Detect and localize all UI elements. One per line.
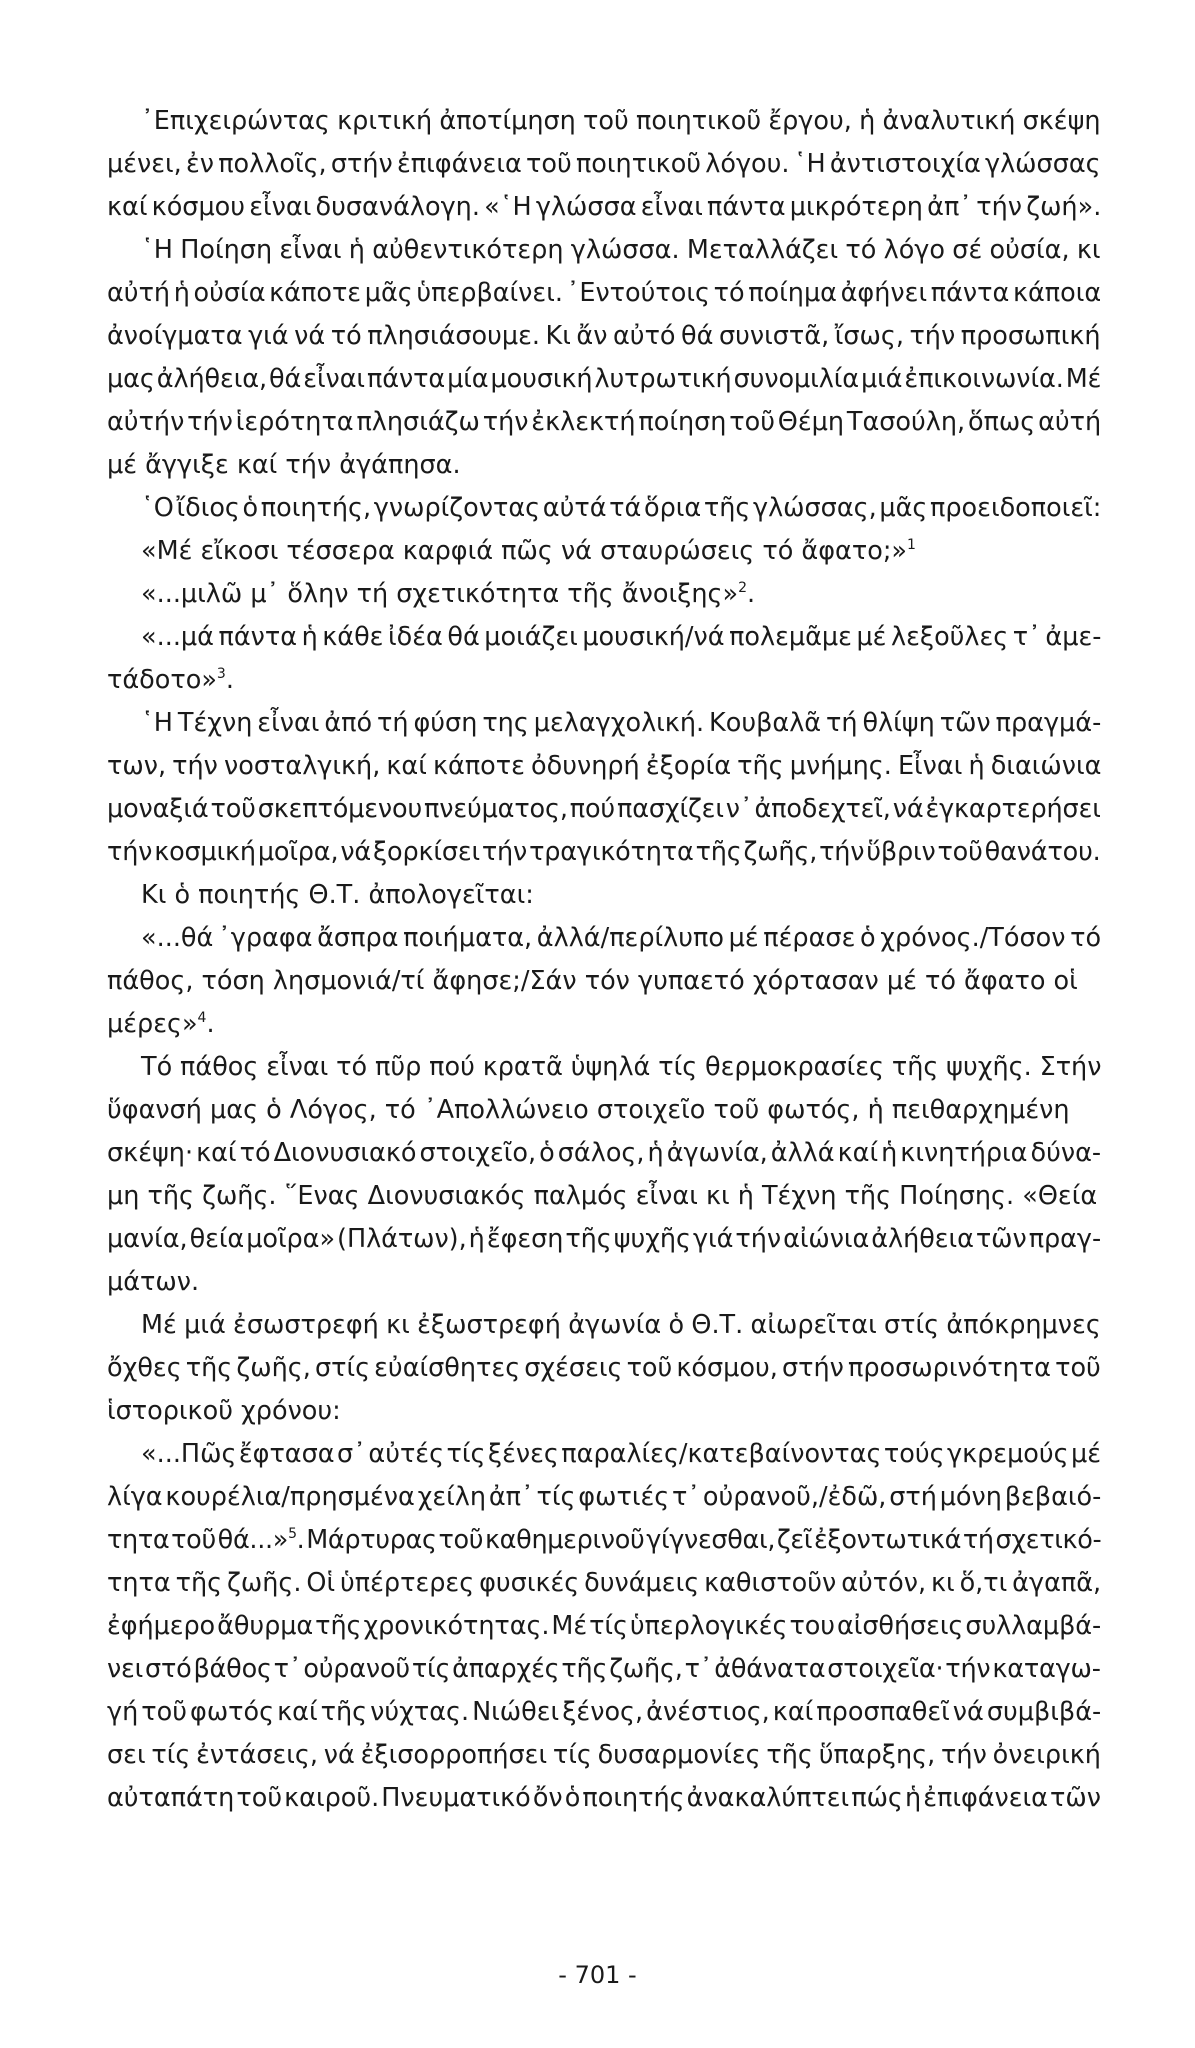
text-line [107, 1261, 1101, 1304]
text-line-continuation: . [225, 665, 234, 695]
text-line-content: «...θά ᾿γραφα ἄσπρα ποιήματα, ἀλλά/περίλυπο μέ πέρασε ὁ χρόνος./Τόσον τό [141, 923, 1102, 953]
text-line-content: μέ ἄγγιξε καί τήν ἀγάπησα. [107, 450, 461, 480]
text-line-continuation: . [747, 579, 756, 609]
text-line-continuation: . [206, 1009, 215, 1039]
text-line-content: μέρες» [107, 1009, 198, 1039]
text-line [107, 573, 1101, 616]
text-line-content: «...μιλῶ μ᾿ ὅλην τή σχετικότητα τῆς ἄνοιξης» [141, 579, 739, 609]
text-line-content: γή τοῦ φωτός καί τῆς νύχτας. Νιώθει ξένος, ἀνέστιος, καί προσπαθεῖ νά συμβιβά- [107, 1697, 1102, 1727]
text-line [107, 1562, 1101, 1605]
text-line [107, 702, 1101, 745]
text-line [107, 1132, 1101, 1175]
text-line-content: τάδοτο» [107, 665, 217, 695]
text-line [107, 1218, 1101, 1261]
text-line [107, 1476, 1101, 1519]
text-line [107, 1691, 1101, 1734]
text-line-content: τήν κοσμική μοῖρα, νά ξορκίσει τήν τραγικότητα τῆς ζωῆς, τήν ὕβριν τοῦ θανάτου. [107, 837, 1101, 867]
page-number: - 701 - [558, 1961, 637, 1989]
text-line-content: νει στό βάθος τ᾿ οὐρανοῦ τίς ἀπαρχές τῆς ζωῆς, τ᾿ ἀθάνατα στοιχεῖα· τήν καταγω- [107, 1654, 1101, 1684]
text-line-content: «Μέ εἴκοσι τέσσερα καρφιά πῶς νά σταυρώσεις τό ἄφατο;» [141, 536, 908, 566]
text-line [107, 143, 1101, 186]
text-line-content: Κι ὁ ποιητής Θ.Τ. ἀπολογεῖται: [141, 880, 534, 910]
text-line [107, 358, 1101, 401]
text-line-content: τητα τοῦ θά...» [107, 1525, 289, 1555]
text-line-content: ἀνοίγματα γιά νά τό πλησιάσουμε. Κι ἄν αὐτό θά συνιστᾶ, ἴσως, τήν προσωπική [107, 321, 1101, 351]
text-line-content: σει τίς ἐντάσεις, νά ἐξισορροπήσει τίς δυσαρμονίες τῆς ὕπαρξης, τήν ὀνειρική [107, 1740, 1101, 1770]
text-line [107, 1648, 1101, 1691]
text-line [107, 1519, 1101, 1562]
text-line [107, 444, 1101, 487]
text-line-content: ὄχθες τῆς ζωῆς, στίς εὐαίσθητες σχέσεις τοῦ κόσμου, στήν προσωρινότητα τοῦ [107, 1353, 1101, 1383]
page-body [107, 100, 1101, 1820]
text-line-continuation: . Μάρτυρας τοῦ καθημερινοῦ γίγνεσθαι, ζεῖ ἐξοντωτικά τή σχετικό- [296, 1525, 1102, 1555]
text-line-content: αὐτή ἡ οὐσία κάποτε μᾶς ὑπερβαίνει. ᾿Εντούτοις τό ποίημα ἀφήνει πάντα κάποια [107, 278, 1102, 308]
text-line [107, 1089, 1101, 1132]
text-line [107, 616, 1101, 659]
text-line-content: ῾Ο ἴδιος ὁ ποιητής, γνωρίζοντας αὐτά τά ὅρια τῆς γλώσσας, μᾶς προειδοποιεῖ: [141, 493, 1102, 523]
text-line [107, 487, 1101, 530]
text-line [107, 401, 1101, 444]
text-line-content: ἱστορικοῦ χρόνου: [107, 1396, 341, 1426]
text-line-content: σκέψη· καί τό Διονυσιακό στοιχεῖο, ὁ σάλος, ἡ ἀγωνία, ἀλλά καί ἡ κινητήρια δύνα- [107, 1138, 1102, 1168]
text-line [107, 530, 1101, 573]
text-line [107, 1734, 1101, 1777]
text-line [107, 1175, 1101, 1218]
text-line [107, 186, 1101, 229]
footnote-marker: 4 [197, 1010, 207, 1026]
text-line [107, 960, 1101, 1003]
text-line-content: τητα τῆς ζωῆς. Οἱ ὑπέρτερες φυσικές δυνάμεις καθιστοῦν αὐτόν, κι ὅ,τι ἀγαπᾶ, [107, 1568, 1102, 1598]
text-line [107, 917, 1101, 960]
text-line-content: των, τήν νοσταλγική, καί κάποτε ὀδυνηρή ἐξορία τῆς μνήμης. Εἶναι ἡ διαιώνια [107, 751, 1102, 781]
text-line-content: λίγα κουρέλια/πρησμένα χείλη ἀπ᾿ τίς φωτιές τ᾿ οὐρανοῦ,/ἐδῶ, στή μόνη βεβαιό- [107, 1482, 1102, 1512]
text-line [107, 315, 1101, 358]
text-line [107, 1390, 1101, 1433]
text-line-content: μανία, θεία μοῖρα» (Πλάτων), ἡ ἔφεση τῆς ψυχῆς γιά τήν αἰώνια ἀλήθεια τῶν πραγ- [107, 1224, 1102, 1254]
text-line-content: μένει, ἐν πολλοῖς, στήν ἐπιφάνεια τοῦ ποιητικοῦ λόγου. ῾Η ἀντιστοιχία γλώσσας [107, 149, 1101, 179]
text-line [107, 1304, 1101, 1347]
text-line [107, 788, 1101, 831]
text-line-content: «...μά πάντα ἡ κάθε ἰδέα θά μοιάζει μουσική/νά πολεμᾶμε μέ λεξοῦλες τ᾿ ἀμε- [141, 622, 1102, 652]
text-line-content: «...Πῶς ἔφτασα σ᾿ αὐτές τίς ξένες παραλίες/κατεβαίνοντας τούς γκρεμούς μέ [141, 1439, 1102, 1469]
text-line [107, 659, 1101, 702]
text-line [107, 1605, 1101, 1648]
text-line-content: ἐφήμερο ἄθυρμα τῆς χρονικότητας. Μέ τίς ὑπερλογικές του αἰσθήσεις συλλαμβά- [107, 1611, 1102, 1641]
text-line [107, 1003, 1101, 1046]
text-line [107, 1347, 1101, 1390]
text-line-content: μάτων. [107, 1267, 200, 1297]
text-line [107, 100, 1101, 143]
text-line-content: μη τῆς ζωῆς. ῞Ενας Διονυσιακός παλμός εἶναι κι ἡ Τέχνη τῆς Ποίησης. «Θεία [107, 1181, 1098, 1211]
text-line-content: ῾Η Ποίηση εἶναι ἡ αὐθεντικότερη γλώσσα. Μεταλλάζει τό λόγο σέ οὐσία, κι [141, 235, 1101, 265]
text-line [107, 1046, 1101, 1089]
text-line-content: ᾿Επιχειρώντας κριτική ἀποτίμηση τοῦ ποιητικοῦ ἔργου, ἡ ἀναλυτική σκέψη [141, 106, 1101, 136]
text-line [107, 229, 1101, 272]
text-line [107, 272, 1101, 315]
text-line-content: Τό πάθος εἶναι τό πῦρ πού κρατᾶ ὑψηλά τίς θερμοκρασίες τῆς ψυχῆς. Στήν [141, 1052, 1102, 1082]
text-line-content: αὐταπάτη τοῦ καιροῦ. Πνευματικό ὄν ὁ ποιητής ἀνακαλύπτει πώς ἡ ἐπιφάνεια τῶν [107, 1783, 1101, 1813]
footnote-marker: 1 [907, 537, 916, 553]
essay-text [107, 100, 1101, 1820]
text-line [107, 1777, 1101, 1820]
text-line-content: μοναξιά τοῦ σκεπτόμενου πνεύματος, πού πασχίζει ν᾿ ἀποδεχτεῖ, νά ἐγκαρτερήσει [107, 794, 1101, 824]
text-line-content: αὐτήν τήν ἱερότητα πλησιάζω τήν ἐκλεκτή ποίηση τοῦ Θέμη Τασούλη, ὅπως αὐτή [107, 407, 1102, 437]
text-line [107, 831, 1101, 874]
text-line-content: ῾Η Τέχνη εἶναι ἀπό τή φύση της μελαγχολική. Κουβαλᾶ τή θλίψη τῶν πραγμά- [141, 708, 1102, 738]
text-line-content: μας ἀλήθεια, θά εἶναι πάντα μία μουσική λυτρωτική συνομιλία μιά ἐπικοινωνία. Μέ [107, 364, 1102, 394]
text-line [107, 874, 1101, 917]
text-line [107, 745, 1101, 788]
footnote-marker: 5 [288, 1526, 297, 1542]
text-line-content: πάθος, τόση λησμονιά/τί ἄφησε;/Σάν τόν γυπαετό χόρτασαν μέ τό ἄφατο οἱ [107, 966, 1078, 996]
footnote-marker: 3 [216, 666, 226, 682]
text-line [107, 1433, 1101, 1476]
text-line-content: ὕφανσή μας ὁ Λόγος, τό ᾿Απολλώνειο στοιχεῖο τοῦ φωτός, ἡ πειθαρχημένη [107, 1095, 1070, 1125]
text-line-content: καί κόσμου εἶναι δυσανάλογη. «῾Η γλώσσα εἶναι πάντα μικρότερη ἀπ᾿ τήν ζωή». [107, 192, 1102, 222]
footnote-marker: 2 [738, 580, 748, 596]
text-line-content: Μέ μιά ἐσωστρεφή κι ἐξωστρεφή ἀγωνία ὁ Θ.Τ. αἰωρεῖται στίς ἀπόκρημνες [141, 1310, 1101, 1340]
